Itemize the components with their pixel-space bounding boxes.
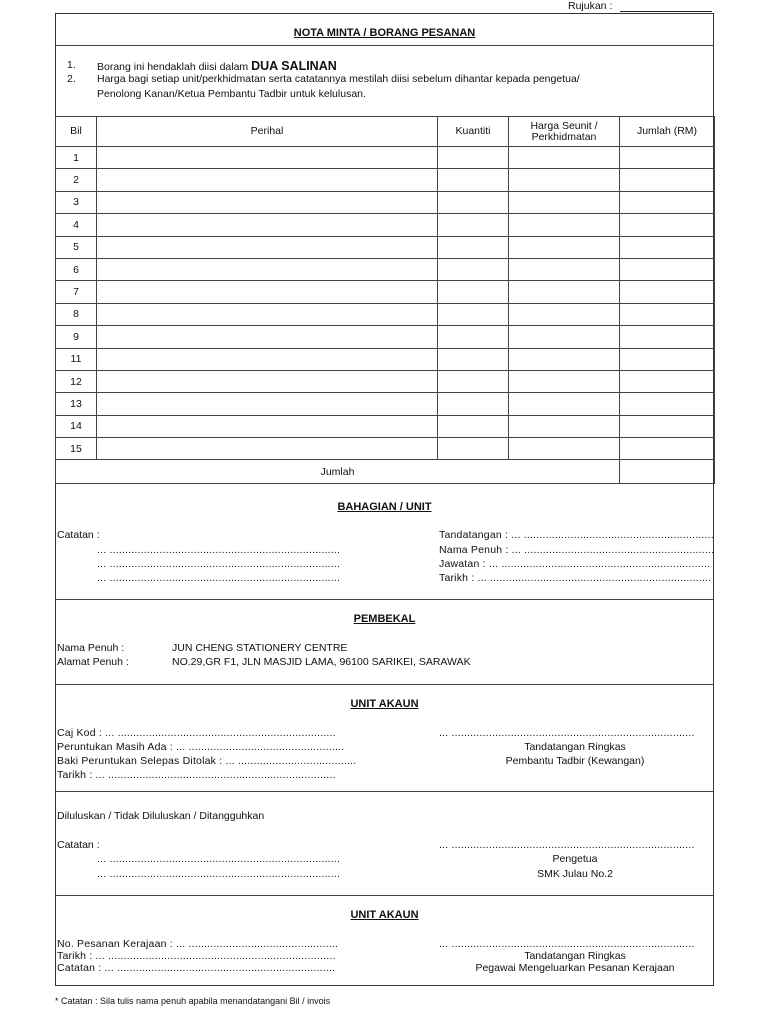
total-value-cell[interactable] bbox=[620, 460, 715, 484]
divider bbox=[55, 791, 714, 792]
row-harga-cell[interactable] bbox=[509, 191, 620, 213]
unit-akaun-2-tarikh-field[interactable]: Tarikh : ... ......................................................................... bbox=[57, 950, 336, 962]
pembekal-nama-label: Nama Penuh : bbox=[57, 642, 125, 654]
bahagian-catatan-line-3[interactable]: ... .......................................................................... bbox=[97, 572, 341, 584]
unit-akaun-2-sign-title-2: Pegawai Mengeluarkan Pesanan Kerajaan bbox=[475, 962, 675, 974]
row-perihal-cell[interactable] bbox=[97, 415, 438, 437]
row-jumlah-cell[interactable] bbox=[620, 281, 715, 303]
row-harga-cell[interactable] bbox=[509, 415, 620, 437]
kelulusan-status: Diluluskan / Tidak Diluluskan / Ditangguhkan bbox=[57, 810, 265, 822]
row-jumlah-cell[interactable] bbox=[620, 236, 715, 258]
footnote: * Catatan : Sila tulis nama penuh apabila menandatangani Bil / invois bbox=[55, 996, 331, 1006]
row-perihal-cell[interactable] bbox=[97, 281, 438, 303]
table-row bbox=[56, 236, 715, 258]
table-row bbox=[56, 303, 715, 325]
row-kuantiti-cell[interactable] bbox=[438, 258, 509, 280]
header-bil: Bil bbox=[56, 117, 97, 147]
row-kuantiti-cell[interactable] bbox=[438, 147, 509, 169]
row-bil: 9 bbox=[56, 326, 97, 348]
row-bil: 2 bbox=[56, 169, 97, 191]
total-label: Jumlah bbox=[56, 460, 620, 484]
row-harga-cell[interactable] bbox=[509, 438, 620, 460]
row-bil: 14 bbox=[56, 415, 97, 437]
row-harga-cell[interactable] bbox=[509, 303, 620, 325]
row-perihal-cell[interactable] bbox=[97, 191, 438, 213]
table-row bbox=[56, 169, 715, 191]
row-perihal-cell[interactable] bbox=[97, 348, 438, 370]
row-bil: 11 bbox=[56, 348, 97, 370]
bahagian-tarikh-field[interactable]: Tarikh : ... ....................................................................... bbox=[439, 572, 712, 584]
row-perihal-cell[interactable] bbox=[97, 147, 438, 169]
bahagian-catatan-line-1[interactable]: ... .......................................................................... bbox=[97, 544, 341, 556]
rujukan-label: Rujukan : bbox=[568, 0, 613, 12]
row-perihal-cell[interactable] bbox=[97, 370, 438, 392]
table-row bbox=[56, 191, 715, 213]
section-title-unit-akaun-1: UNIT AKAUN bbox=[350, 698, 419, 710]
row-perihal-cell[interactable] bbox=[97, 258, 438, 280]
row-jumlah-cell[interactable] bbox=[620, 348, 715, 370]
school-name: SMK Julau No.2 bbox=[537, 868, 613, 880]
header-jumlah: Jumlah (RM) bbox=[620, 117, 715, 147]
row-harga-cell[interactable] bbox=[509, 236, 620, 258]
row-bil: 5 bbox=[56, 236, 97, 258]
row-kuantiti-cell[interactable] bbox=[438, 303, 509, 325]
row-jumlah-cell[interactable] bbox=[620, 258, 715, 280]
instruction-1 bbox=[97, 59, 337, 73]
row-bil: 3 bbox=[56, 191, 97, 213]
divider bbox=[55, 895, 714, 896]
row-kuantiti-cell[interactable] bbox=[438, 348, 509, 370]
row-perihal-cell[interactable] bbox=[97, 393, 438, 415]
instruction-1-text: Borang ini hendaklah diisi dalam bbox=[97, 61, 249, 73]
divider bbox=[55, 684, 714, 685]
pengetua-title: Pengetua bbox=[552, 853, 598, 865]
kelulusan-catatan-line-1[interactable]: ... .......................................................................... bbox=[97, 853, 341, 865]
table-row bbox=[56, 348, 715, 370]
pembekal-alamat-label: Alamat Penuh : bbox=[57, 656, 129, 668]
row-jumlah-cell[interactable] bbox=[620, 214, 715, 236]
row-kuantiti-cell[interactable] bbox=[438, 236, 509, 258]
unit-akaun-1-sign-title-1: Tandatangan Ringkas bbox=[524, 741, 626, 753]
section-title-unit-akaun-2: UNIT AKAUN bbox=[350, 909, 419, 921]
table-row bbox=[56, 438, 715, 460]
header-harga-line-2: Perkhidmatan bbox=[531, 130, 597, 143]
pengetua-signature-line[interactable]: ... .............................................................................. bbox=[439, 839, 695, 851]
section-title-bahagian: BAHAGIAN / UNIT bbox=[337, 501, 432, 513]
header-harga-seunit bbox=[509, 117, 620, 147]
row-bil: 6 bbox=[56, 258, 97, 280]
table-row bbox=[56, 281, 715, 303]
row-perihal-cell[interactable] bbox=[97, 236, 438, 258]
kelulusan-catatan-label: Catatan : bbox=[57, 839, 100, 851]
unit-akaun-2-catatan-field[interactable]: Catatan : ... ...................................................................... bbox=[57, 962, 336, 974]
row-harga-cell[interactable] bbox=[509, 169, 620, 191]
table-row bbox=[56, 415, 715, 437]
row-bil: 7 bbox=[56, 281, 97, 303]
rujukan-field[interactable] bbox=[620, 1, 712, 12]
unit-akaun-1-tarikh-field[interactable]: Tarikh : ... ......................................................................... bbox=[57, 769, 336, 781]
row-kuantiti-cell[interactable] bbox=[438, 214, 509, 236]
row-kuantiti-cell[interactable] bbox=[438, 169, 509, 191]
instruction-2-line-2: Penolong Kanan/Ketua Pembantu Tadbir untuk kelulusan. bbox=[97, 88, 366, 100]
pembekal-nama-value: JUN CHENG STATIONERY CENTRE bbox=[172, 642, 348, 654]
row-kuantiti-cell[interactable] bbox=[438, 281, 509, 303]
row-jumlah-cell[interactable] bbox=[620, 415, 715, 437]
row-jumlah-cell[interactable] bbox=[620, 303, 715, 325]
row-perihal-cell[interactable] bbox=[97, 303, 438, 325]
row-bil: 13 bbox=[56, 393, 97, 415]
table-row bbox=[56, 147, 715, 169]
kelulusan-catatan-line-2[interactable]: ... .......................................................................... bbox=[97, 868, 341, 880]
row-perihal-cell[interactable] bbox=[97, 214, 438, 236]
table-header-row bbox=[56, 117, 715, 147]
unit-akaun-2-sign-title-1: Tandatangan Ringkas bbox=[524, 950, 626, 962]
row-perihal-cell[interactable] bbox=[97, 438, 438, 460]
row-kuantiti-cell[interactable] bbox=[438, 393, 509, 415]
total-row bbox=[56, 460, 715, 484]
peruntukan-field[interactable]: Peruntukan Masih Ada : ... .................................................. bbox=[57, 741, 345, 753]
unit-akaun-2-signature-line[interactable]: ... .............................................................................. bbox=[439, 938, 695, 950]
unit-akaun-1-signature-line[interactable]: ... .............................................................................. bbox=[439, 727, 695, 739]
header-kuantiti: Kuantiti bbox=[438, 117, 509, 147]
unit-akaun-1-sign-title-2: Pembantu Tadbir (Kewangan) bbox=[505, 755, 645, 767]
row-perihal-cell[interactable] bbox=[97, 169, 438, 191]
row-bil: 15 bbox=[56, 438, 97, 460]
table-row bbox=[56, 326, 715, 348]
row-harga-cell[interactable] bbox=[509, 147, 620, 169]
bahagian-nama-penuh-field[interactable]: Nama Penuh : ... ............................................................. bbox=[439, 544, 715, 556]
table-row bbox=[56, 370, 715, 392]
table-row bbox=[56, 258, 715, 280]
pembekal-alamat-value: NO.29,GR F1, JLN MASJID LAMA, 96100 SARIKEI, SARAWAK bbox=[172, 656, 471, 668]
row-kuantiti-cell[interactable] bbox=[438, 191, 509, 213]
row-jumlah-cell[interactable] bbox=[620, 393, 715, 415]
bahagian-catatan-line-2[interactable]: ... .......................................................................... bbox=[97, 558, 341, 570]
row-jumlah-cell[interactable] bbox=[620, 169, 715, 191]
section-title-pembekal: PEMBEKAL bbox=[353, 613, 416, 625]
row-bil: 1 bbox=[56, 147, 97, 169]
table-row bbox=[56, 393, 715, 415]
row-jumlah-cell[interactable] bbox=[620, 147, 715, 169]
row-harga-cell[interactable] bbox=[509, 214, 620, 236]
form-title: NOTA MINTA / BORANG PESANAN bbox=[293, 27, 476, 39]
row-harga-cell[interactable] bbox=[509, 348, 620, 370]
bahagian-jawatan-field[interactable]: Jawatan : ... ................................................................... bbox=[439, 558, 711, 570]
no-pesanan-field[interactable]: No. Pesanan Kerajaan : ... ................................................ bbox=[57, 938, 339, 950]
row-jumlah-cell[interactable] bbox=[620, 326, 715, 348]
table-row bbox=[56, 214, 715, 236]
row-kuantiti-cell[interactable] bbox=[438, 326, 509, 348]
row-harga-cell[interactable] bbox=[509, 370, 620, 392]
row-bil: 12 bbox=[56, 370, 97, 392]
divider bbox=[55, 599, 714, 600]
items-table bbox=[55, 116, 715, 484]
row-perihal-cell[interactable] bbox=[97, 326, 438, 348]
row-harga-cell[interactable] bbox=[509, 258, 620, 280]
instruction-num-1: 1. bbox=[67, 59, 76, 71]
bahagian-catatan-label: Catatan : bbox=[57, 529, 100, 541]
row-jumlah-cell[interactable] bbox=[620, 191, 715, 213]
row-kuantiti-cell[interactable] bbox=[438, 370, 509, 392]
row-kuantiti-cell[interactable] bbox=[438, 438, 509, 460]
row-harga-cell[interactable] bbox=[509, 281, 620, 303]
row-harga-cell[interactable] bbox=[509, 393, 620, 415]
header-perihal: Perihal bbox=[97, 117, 438, 147]
instruction-1-emphasis: DUA SALINAN bbox=[251, 59, 337, 73]
divider bbox=[55, 45, 714, 46]
row-jumlah-cell[interactable] bbox=[620, 438, 715, 460]
header-harga-line-1: Harga Seunit / bbox=[530, 119, 598, 132]
instruction-2-line-1: Harga bagi setiap unit/perkhidmatan serta catatannya mestilah diisi sebelum dihantar kepada pengetua/ bbox=[97, 73, 580, 85]
row-bil: 8 bbox=[56, 303, 97, 325]
row-bil: 4 bbox=[56, 214, 97, 236]
baki-peruntukan-field[interactable]: Baki Peruntukan Selepas Ditolak : ... ...................................... bbox=[57, 755, 357, 767]
bahagian-tandatangan-field[interactable]: Tandatangan : ... ............................................................. bbox=[439, 529, 714, 541]
row-jumlah-cell[interactable] bbox=[620, 370, 715, 392]
instruction-num-2: 2. bbox=[67, 73, 76, 85]
row-harga-cell[interactable] bbox=[509, 326, 620, 348]
caj-kod-field[interactable]: Caj Kod : ... ...................................................................... bbox=[57, 727, 336, 739]
row-kuantiti-cell[interactable] bbox=[438, 415, 509, 437]
